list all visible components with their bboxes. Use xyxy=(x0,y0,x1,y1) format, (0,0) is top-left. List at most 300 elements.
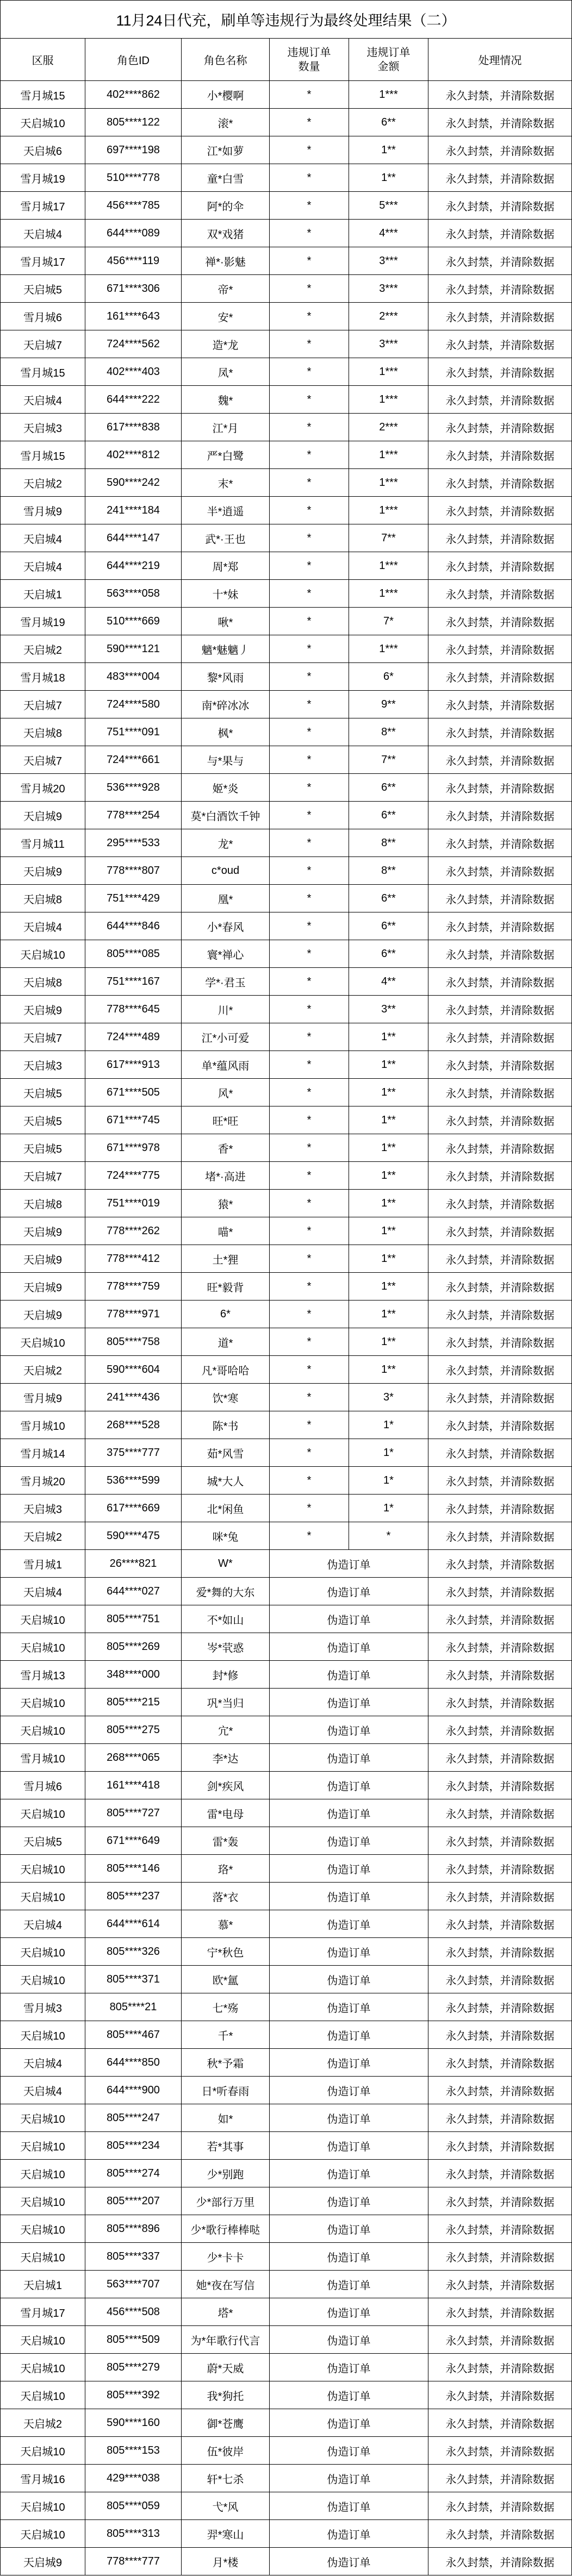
cell-order-count: * xyxy=(270,552,349,580)
cell-role-name: 严*白鹭 xyxy=(182,441,270,469)
table-row xyxy=(1,1883,572,1910)
cell-server: 天启城9 xyxy=(1,2548,85,2575)
cell-result: 永久封禁，并清除数据 xyxy=(428,2271,572,2298)
cell-result: 永久封禁，并清除数据 xyxy=(428,2465,572,2492)
cell-order-count: * xyxy=(270,663,349,691)
cell-role-id: 778****645 xyxy=(85,996,182,1023)
cell-role-name: 茹*风雪 xyxy=(182,1439,270,1467)
table-row xyxy=(1,81,572,109)
cell-server: 天启城4 xyxy=(1,524,85,552)
table-row xyxy=(1,275,572,303)
cell-role-name: 落*衣 xyxy=(182,1883,270,1910)
cell-result: 永久封禁，并清除数据 xyxy=(428,2326,572,2354)
table-row xyxy=(1,497,572,524)
cell-role-name: 半*逍遥 xyxy=(182,497,270,524)
table-row xyxy=(1,1384,572,1411)
cell-role-id: 268****528 xyxy=(85,1411,182,1439)
cell-role-id: 724****775 xyxy=(85,1162,182,1190)
cell-order-count: * xyxy=(270,1300,349,1328)
cell-order-amount: 1** xyxy=(349,136,428,164)
cell-role-id: 671****978 xyxy=(85,1134,182,1162)
cell-result: 永久封禁，并清除数据 xyxy=(428,1993,572,2021)
cell-order-amount: 1** xyxy=(349,1328,428,1356)
cell-result: 永久封禁，并清除数据 xyxy=(428,802,572,829)
cell-server: 天启城2 xyxy=(1,469,85,497)
cell-server: 天启城2 xyxy=(1,1356,85,1384)
cell-role-id: 805****269 xyxy=(85,1633,182,1661)
cell-order-count: * xyxy=(270,968,349,996)
cell-result: 永久封禁，并清除数据 xyxy=(428,1106,572,1134)
cell-server: 雪月城19 xyxy=(1,608,85,635)
cell-role-id: 751****429 xyxy=(85,885,182,912)
cell-order-amount: 6** xyxy=(349,885,428,912)
table-row xyxy=(1,1855,572,1883)
cell-server: 天启城10 xyxy=(1,1716,85,1744)
cell-role-id: 805****207 xyxy=(85,2187,182,2215)
cell-server: 雪月城20 xyxy=(1,1467,85,1495)
cell-order-amount: 7** xyxy=(349,746,428,774)
cell-role-id: 268****065 xyxy=(85,1744,182,1772)
cell-role-name: 宂* xyxy=(182,1716,270,1744)
cell-server: 天启城4 xyxy=(1,912,85,940)
cell-role-id: 402****812 xyxy=(85,441,182,469)
cell-role-id: 805****237 xyxy=(85,1883,182,1910)
cell-role-id: 805****758 xyxy=(85,1328,182,1356)
cell-result: 永久封禁，并清除数据 xyxy=(428,691,572,718)
cell-role-id: 805****727 xyxy=(85,1799,182,1827)
cell-result: 永久封禁，并清除数据 xyxy=(428,857,572,885)
cell-role-name: 香* xyxy=(182,1134,270,1162)
cell-result: 永久封禁，并清除数据 xyxy=(428,2077,572,2104)
cell-order-count: * xyxy=(270,802,349,829)
table-row xyxy=(1,1217,572,1245)
cell-server: 天启城10 xyxy=(1,2520,85,2548)
cell-result: 永久封禁，并清除数据 xyxy=(428,1799,572,1827)
table-row xyxy=(1,1827,572,1855)
cell-server: 天启城10 xyxy=(1,1689,85,1716)
cell-result: 永久封禁，并清除数据 xyxy=(428,1439,572,1467)
cell-order-amount: 3*** xyxy=(349,330,428,358)
cell-result: 永久封禁，并清除数据 xyxy=(428,608,572,635)
cell-role-name: 岑*茕惑 xyxy=(182,1633,270,1661)
cell-role-id: 805****326 xyxy=(85,1938,182,1966)
cell-order-count: * xyxy=(270,109,349,136)
cell-order-amount: 1** xyxy=(349,1273,428,1300)
cell-order-count: * xyxy=(270,857,349,885)
cell-order-count: * xyxy=(270,1467,349,1495)
cell-server: 雪月城17 xyxy=(1,192,85,220)
cell-result: 永久封禁，并清除数据 xyxy=(428,1273,572,1300)
cell-role-name: 黎*风雨 xyxy=(182,663,270,691)
cell-server: 天启城10 xyxy=(1,2326,85,2354)
cell-order-amount: 8** xyxy=(349,829,428,857)
cell-role-name: 雷*电母 xyxy=(182,1799,270,1827)
cell-server: 天启城7 xyxy=(1,691,85,718)
cell-order-count: * xyxy=(270,1522,349,1550)
cell-role-name: 帝* xyxy=(182,275,270,303)
cell-result: 永久封禁，并清除数据 xyxy=(428,2104,572,2132)
cell-role-name: 不*如山 xyxy=(182,1605,270,1633)
table-row xyxy=(1,2104,572,2132)
table-row xyxy=(1,220,572,247)
cell-server: 雪月城16 xyxy=(1,2465,85,2492)
cell-role-id: 644****219 xyxy=(85,552,182,580)
table-row xyxy=(1,192,572,220)
cell-order-amount: 1* xyxy=(349,1467,428,1495)
cell-order-count: * xyxy=(270,1162,349,1190)
table-row xyxy=(1,663,572,691)
cell-order-amount: 1*** xyxy=(349,386,428,414)
cell-result: 永久封禁，并清除数据 xyxy=(428,1605,572,1633)
cell-order-count: * xyxy=(270,885,349,912)
cell-result: 永久封禁，并清除数据 xyxy=(428,1855,572,1883)
cell-role-id: 456****119 xyxy=(85,247,182,275)
cell-role-name: 如* xyxy=(182,2104,270,2132)
cell-violation-type: 伪造订单 xyxy=(270,1883,428,1910)
cell-server: 天启城2 xyxy=(1,1522,85,1550)
cell-role-id: 805****059 xyxy=(85,2492,182,2520)
cell-order-amount: 1** xyxy=(349,1106,428,1134)
cell-role-name: 日*听春雨 xyxy=(182,2077,270,2104)
cell-role-id: 805****392 xyxy=(85,2381,182,2409)
cell-violation-type: 伪造订单 xyxy=(270,2104,428,2132)
cell-result: 永久封禁，并清除数据 xyxy=(428,1300,572,1328)
cell-server: 天启城10 xyxy=(1,2381,85,2409)
cell-result: 永久封禁，并清除数据 xyxy=(428,136,572,164)
table-row xyxy=(1,1993,572,2021)
table-row xyxy=(1,2381,572,2409)
cell-role-name: 安* xyxy=(182,303,270,330)
table-row xyxy=(1,1633,572,1661)
cell-result: 永久封禁，并清除数据 xyxy=(428,2298,572,2326)
cell-order-amount: 1*** xyxy=(349,469,428,497)
column-header-role-name: 角色名称 xyxy=(182,39,270,81)
cell-role-id: 348****000 xyxy=(85,1661,182,1689)
cell-order-count: * xyxy=(270,996,349,1023)
cell-role-name: 她*夜在写信 xyxy=(182,2271,270,2298)
cell-server: 雪月城15 xyxy=(1,441,85,469)
cell-role-name: 李*达 xyxy=(182,1744,270,1772)
table-row xyxy=(1,552,572,580)
cell-order-amount: 2*** xyxy=(349,303,428,330)
cell-order-amount: 1*** xyxy=(349,441,428,469)
cell-role-name: 滚* xyxy=(182,109,270,136)
cell-role-id: 295****533 xyxy=(85,829,182,857)
cell-role-id: 724****661 xyxy=(85,746,182,774)
table-row xyxy=(1,1023,572,1051)
cell-order-amount: 1** xyxy=(349,1245,428,1273)
cell-role-id: 778****971 xyxy=(85,1300,182,1328)
cell-role-name: 江*如萝 xyxy=(182,136,270,164)
cell-order-count: * xyxy=(270,1134,349,1162)
table-row xyxy=(1,1966,572,1993)
cell-role-id: 805****275 xyxy=(85,1716,182,1744)
cell-server: 天启城1 xyxy=(1,580,85,608)
cell-role-name: 单*蕴风雨 xyxy=(182,1051,270,1079)
cell-violation-type: 伪造订单 xyxy=(270,2243,428,2271)
cell-server: 雪月城6 xyxy=(1,303,85,330)
cell-result: 永久封禁，并清除数据 xyxy=(428,1134,572,1162)
cell-role-id: 402****862 xyxy=(85,81,182,109)
cell-server: 天启城10 xyxy=(1,1938,85,1966)
cell-order-count: * xyxy=(270,303,349,330)
cell-role-id: 805****215 xyxy=(85,1689,182,1716)
cell-role-name: 伍*彼岸 xyxy=(182,2437,270,2465)
cell-role-id: 778****412 xyxy=(85,1245,182,1273)
cell-order-amount: 2*** xyxy=(349,414,428,441)
cell-role-name: 十*妹 xyxy=(182,580,270,608)
table-row xyxy=(1,802,572,829)
cell-server: 天启城9 xyxy=(1,857,85,885)
cell-order-count: * xyxy=(270,1217,349,1245)
cell-server: 天启城10 xyxy=(1,2243,85,2271)
cell-role-id: 161****418 xyxy=(85,1772,182,1799)
cell-result: 永久封禁，并清除数据 xyxy=(428,164,572,192)
cell-role-id: 724****580 xyxy=(85,691,182,718)
cell-role-id: 26****821 xyxy=(85,1550,182,1578)
cell-role-id: 241****184 xyxy=(85,497,182,524)
cell-violation-type: 伪造订单 xyxy=(270,2492,428,2520)
cell-order-amount: 1** xyxy=(349,1356,428,1384)
cell-server: 天启城3 xyxy=(1,414,85,441)
cell-order-count: * xyxy=(270,912,349,940)
cell-order-count: * xyxy=(270,81,349,109)
cell-role-id: 778****777 xyxy=(85,2548,182,2575)
table-row xyxy=(1,1522,572,1550)
cell-order-count: * xyxy=(270,1411,349,1439)
cell-result: 永久封禁，并清除数据 xyxy=(428,109,572,136)
cell-result: 永久封禁，并清除数据 xyxy=(428,81,572,109)
cell-role-id: 778****254 xyxy=(85,802,182,829)
cell-server: 天启城10 xyxy=(1,2215,85,2243)
cell-order-count: * xyxy=(270,275,349,303)
cell-order-amount: 1** xyxy=(349,1023,428,1051)
cell-role-name: 我*狗托 xyxy=(182,2381,270,2409)
table-row xyxy=(1,1411,572,1439)
cell-result: 永久封禁，并清除数据 xyxy=(428,996,572,1023)
cell-role-id: 805****21 xyxy=(85,1993,182,2021)
cell-server: 天启城8 xyxy=(1,1190,85,1217)
cell-server: 天启城3 xyxy=(1,1495,85,1522)
table-row xyxy=(1,2271,572,2298)
cell-role-id: 805****279 xyxy=(85,2354,182,2381)
cell-violation-type: 伪造订单 xyxy=(270,2409,428,2437)
cell-server: 雪月城18 xyxy=(1,663,85,691)
cell-role-name: 轩*七杀 xyxy=(182,2465,270,2492)
table-row xyxy=(1,2077,572,2104)
cell-order-amount: 9** xyxy=(349,691,428,718)
cell-role-name: 凡*哥哈哈 xyxy=(182,1356,270,1384)
cell-order-amount: 1** xyxy=(349,1217,428,1245)
table-row xyxy=(1,2021,572,2049)
cell-role-name: 御*苍鹰 xyxy=(182,2409,270,2437)
cell-role-id: 402****403 xyxy=(85,358,182,386)
cell-server: 天启城9 xyxy=(1,1217,85,1245)
cell-role-name: 宁*秋色 xyxy=(182,1938,270,1966)
cell-violation-type: 伪造订单 xyxy=(270,1550,428,1578)
cell-role-id: 805****509 xyxy=(85,2326,182,2354)
cell-order-amount: 1*** xyxy=(349,81,428,109)
cell-role-name: 为*年歌行代言 xyxy=(182,2326,270,2354)
cell-result: 永久封禁，并清除数据 xyxy=(428,635,572,663)
cell-result: 永久封禁，并清除数据 xyxy=(428,2548,572,2575)
cell-role-name: 羿*寒山 xyxy=(182,2520,270,2548)
cell-role-id: 510****669 xyxy=(85,608,182,635)
table-row xyxy=(1,1605,572,1633)
table-row xyxy=(1,774,572,802)
cell-server: 天启城5 xyxy=(1,1134,85,1162)
cell-role-name: 旺*毅背 xyxy=(182,1273,270,1300)
cell-server: 天启城9 xyxy=(1,802,85,829)
cell-role-id: 161****643 xyxy=(85,303,182,330)
cell-server: 天启城2 xyxy=(1,2409,85,2437)
cell-order-amount: 1** xyxy=(349,1051,428,1079)
cell-order-count: * xyxy=(270,1356,349,1384)
cell-order-amount: * xyxy=(349,1522,428,1550)
cell-role-name: 与*果与 xyxy=(182,746,270,774)
cell-result: 永久封禁，并清除数据 xyxy=(428,1661,572,1689)
cell-server: 雪月城15 xyxy=(1,358,85,386)
cell-role-name: 凤* xyxy=(182,358,270,386)
cell-role-name: 川* xyxy=(182,996,270,1023)
cell-role-name: 堵*·高进 xyxy=(182,1162,270,1190)
cell-order-count: * xyxy=(270,164,349,192)
cell-role-name: 武*·王也 xyxy=(182,524,270,552)
cell-role-id: 805****371 xyxy=(85,1966,182,1993)
cell-server: 天启城10 xyxy=(1,2021,85,2049)
cell-order-amount: 1* xyxy=(349,1411,428,1439)
cell-role-id: 536****928 xyxy=(85,774,182,802)
cell-role-name: 少*别跑 xyxy=(182,2160,270,2187)
table-row xyxy=(1,1328,572,1356)
cell-result: 永久封禁，并清除数据 xyxy=(428,192,572,220)
cell-violation-type: 伪造订单 xyxy=(270,2187,428,2215)
cell-result: 永久封禁，并清除数据 xyxy=(428,1578,572,1605)
table-row xyxy=(1,469,572,497)
cell-role-id: 590****475 xyxy=(85,1522,182,1550)
cell-role-name: 陈*书 xyxy=(182,1411,270,1439)
table-row xyxy=(1,358,572,386)
cell-server: 天启城3 xyxy=(1,1051,85,1079)
cell-server: 天启城9 xyxy=(1,996,85,1023)
cell-server: 天启城10 xyxy=(1,1966,85,1993)
cell-role-name: 造*龙 xyxy=(182,330,270,358)
cell-role-name: 双*戏猪 xyxy=(182,220,270,247)
cell-order-amount: 1** xyxy=(349,1079,428,1106)
cell-server: 天启城4 xyxy=(1,2077,85,2104)
cell-order-count: * xyxy=(270,469,349,497)
cell-role-name: 月*楼 xyxy=(182,2548,270,2575)
cell-role-id: 778****262 xyxy=(85,1217,182,1245)
cell-violation-type: 伪造订单 xyxy=(270,2215,428,2243)
cell-order-amount: 3** xyxy=(349,996,428,1023)
cell-result: 永久封禁，并清除数据 xyxy=(428,1079,572,1106)
cell-order-count: * xyxy=(270,358,349,386)
table-row xyxy=(1,2187,572,2215)
cell-result: 永久封禁，并清除数据 xyxy=(428,1910,572,1938)
cell-result: 永久封禁，并清除数据 xyxy=(428,829,572,857)
cell-role-name: 6* xyxy=(182,1300,270,1328)
cell-role-name: 末* xyxy=(182,469,270,497)
cell-result: 永久封禁，并清除数据 xyxy=(428,1744,572,1772)
cell-role-name: 小*春风 xyxy=(182,912,270,940)
page-title: 11月24日代充，刷单等违规行为最终处理结果（二） xyxy=(1,1,572,39)
cell-role-id: 617****669 xyxy=(85,1495,182,1522)
table-row xyxy=(1,2520,572,2548)
cell-role-id: 510****778 xyxy=(85,164,182,192)
cell-order-amount: 3* xyxy=(349,1384,428,1411)
cell-result: 永久封禁，并清除数据 xyxy=(428,247,572,275)
column-header-role-id: 角色ID xyxy=(85,39,182,81)
cell-server: 天启城10 xyxy=(1,1328,85,1356)
table-row xyxy=(1,1799,572,1827)
table-row xyxy=(1,330,572,358)
cell-order-count: * xyxy=(270,718,349,746)
cell-order-count: * xyxy=(270,635,349,663)
cell-result: 永久封禁，并清除数据 xyxy=(428,1384,572,1411)
cell-result: 永久封禁，并清除数据 xyxy=(428,524,572,552)
cell-server: 天启城10 xyxy=(1,1799,85,1827)
cell-violation-type: 伪造订单 xyxy=(270,1938,428,1966)
table-row xyxy=(1,441,572,469)
cell-result: 永久封禁，并清除数据 xyxy=(428,414,572,441)
cell-order-count: * xyxy=(270,386,349,414)
cell-order-count: * xyxy=(270,1273,349,1300)
cell-result: 永久封禁，并清除数据 xyxy=(428,663,572,691)
cell-violation-type: 伪造订单 xyxy=(270,2077,428,2104)
table-row xyxy=(1,608,572,635)
cell-role-id: 805****146 xyxy=(85,1855,182,1883)
cell-role-id: 617****913 xyxy=(85,1051,182,1079)
cell-role-id: 644****222 xyxy=(85,386,182,414)
cell-result: 永久封禁，并清除数据 xyxy=(428,1550,572,1578)
table-row xyxy=(1,1300,572,1328)
cell-result: 永久封禁，并清除数据 xyxy=(428,746,572,774)
table-row xyxy=(1,1661,572,1689)
cell-order-count: * xyxy=(270,414,349,441)
cell-result: 永久封禁，并清除数据 xyxy=(428,1827,572,1855)
cell-order-amount: 6* xyxy=(349,663,428,691)
table-row xyxy=(1,1134,572,1162)
cell-role-id: 483****004 xyxy=(85,663,182,691)
cell-server: 天启城9 xyxy=(1,1245,85,1273)
cell-server: 天启城7 xyxy=(1,330,85,358)
table-row xyxy=(1,746,572,774)
cell-server: 天启城4 xyxy=(1,1910,85,1938)
cell-violation-type: 伪造订单 xyxy=(270,1993,428,2021)
column-header-result: 处理情况 xyxy=(428,39,572,81)
cell-role-id: 671****306 xyxy=(85,275,182,303)
cell-role-name: 少*卡卡 xyxy=(182,2243,270,2271)
cell-order-amount: 1** xyxy=(349,164,428,192)
cell-role-name: 封*修 xyxy=(182,1661,270,1689)
cell-order-count: * xyxy=(270,580,349,608)
cell-server: 天启城5 xyxy=(1,1079,85,1106)
cell-result: 永久封禁，并清除数据 xyxy=(428,1716,572,1744)
cell-role-name: 塔* xyxy=(182,2298,270,2326)
table-row xyxy=(1,1689,572,1716)
cell-order-amount: 6** xyxy=(349,940,428,968)
cell-role-id: 429****038 xyxy=(85,2465,182,2492)
cell-order-count: * xyxy=(270,247,349,275)
cell-role-name: 秋*予霜 xyxy=(182,2049,270,2077)
cell-result: 永久封禁，并清除数据 xyxy=(428,885,572,912)
cell-role-name: c*oud xyxy=(182,857,270,885)
cell-server: 天启城10 xyxy=(1,2132,85,2160)
cell-violation-type: 伪造订单 xyxy=(270,2021,428,2049)
cell-server: 天启城7 xyxy=(1,746,85,774)
cell-result: 永久封禁，并清除数据 xyxy=(428,1190,572,1217)
